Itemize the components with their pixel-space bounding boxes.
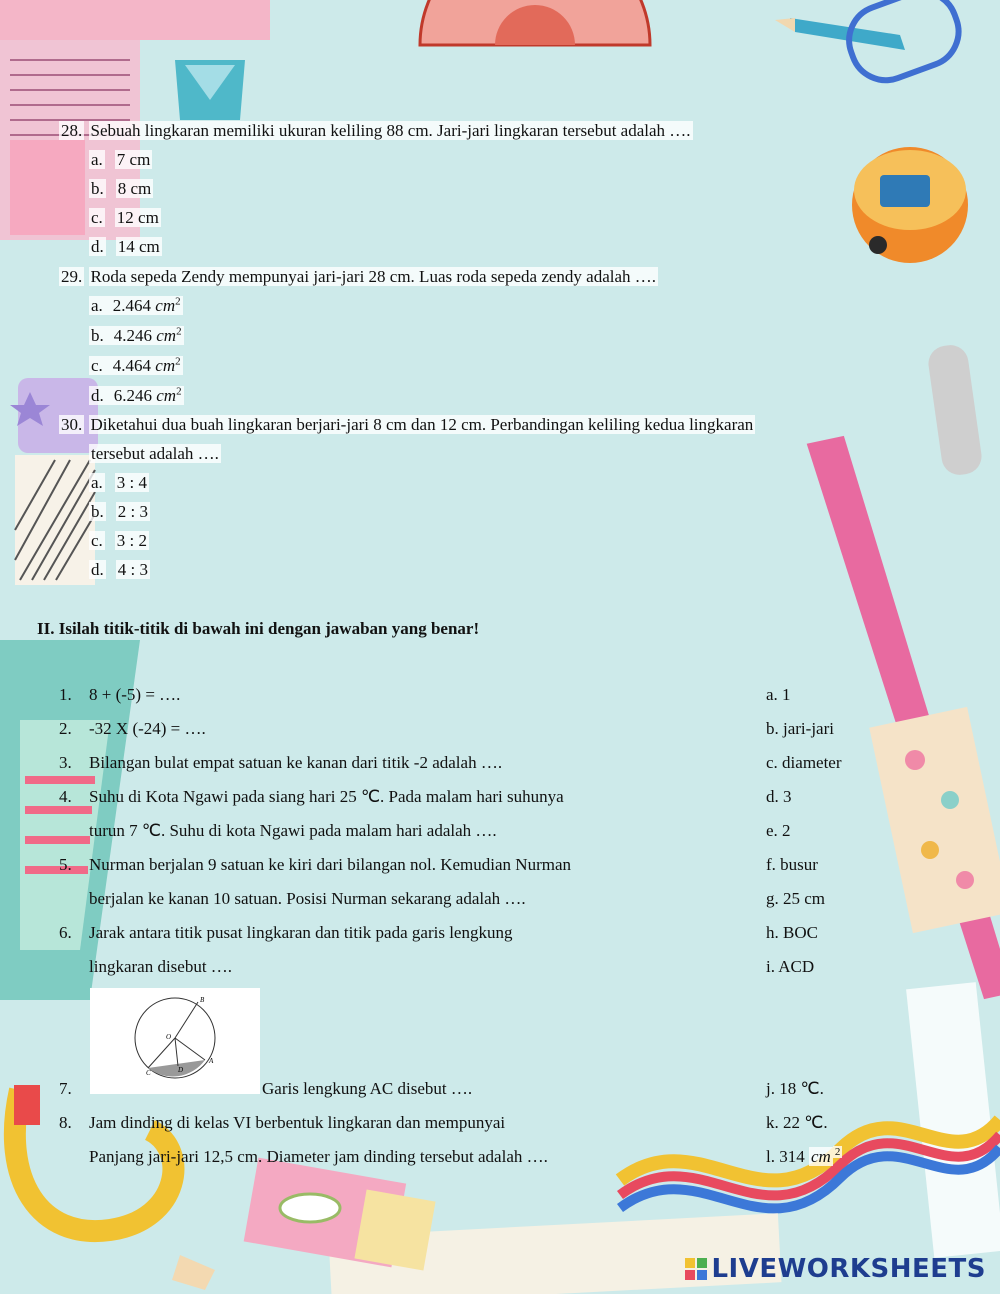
question-number: 1.: [59, 685, 72, 704]
s2-q7-number: 7.: [59, 1079, 72, 1098]
q30-option-d: [89, 559, 150, 581]
option-letter: d.: [91, 237, 104, 256]
logo-grid-icon: [685, 1258, 707, 1280]
option-letter: d.: [91, 560, 104, 579]
option-letter: c.: [91, 531, 103, 550]
unit: cm: [810, 1147, 831, 1166]
q30-option-b: [89, 501, 150, 523]
question-number: 3.: [59, 753, 72, 772]
option-value: 4.246: [113, 326, 152, 345]
s2-q8: [59, 1112, 506, 1134]
q30-text-line2: tersebut adalah ….: [91, 444, 219, 463]
question-number: 6.: [59, 923, 72, 942]
option-text: 8 cm: [117, 179, 152, 198]
answer-j: j. 18 ℃.: [766, 1079, 824, 1098]
option-letter: b.: [91, 326, 104, 345]
option-letter: a.: [91, 473, 103, 492]
option-letter: a.: [91, 296, 103, 315]
answer-l: [766, 1146, 842, 1168]
option-text: 3 : 4: [116, 473, 148, 492]
option-text: 3 : 2: [116, 531, 148, 550]
label-b: B: [200, 996, 205, 1004]
label-d: D: [178, 1066, 184, 1074]
logo-text: LIVEWORKSHEETS: [711, 1254, 986, 1284]
answer-l-value: l. 314: [766, 1147, 805, 1166]
option-letter: b.: [91, 179, 104, 198]
question-text: 8 + (-5) = ….: [89, 685, 181, 704]
unit-exponent: 2: [834, 1146, 841, 1159]
option-letter: c.: [91, 208, 103, 227]
question-number: 2.: [59, 719, 72, 738]
q30-option-c: [89, 530, 149, 552]
q28-option-b: [89, 178, 153, 200]
unit-exponent: 2: [175, 355, 181, 368]
liveworksheets-logo: [685, 1254, 986, 1284]
answer-d: d. 3: [766, 787, 792, 806]
option-text: 12 cm: [116, 208, 159, 227]
q28-option-c: [89, 207, 161, 229]
option-value: 2.464: [112, 296, 152, 315]
s2-q8-line2: Panjang jari-jari 12,5 cm. Diameter jam dinding tersebut adalah ….: [89, 1147, 548, 1166]
q29-text: Roda sepeda Zendy mempunyai jari-jari 28 cm. Luas roda sepeda zendy adalah ….: [90, 267, 657, 286]
q30-number: 30.: [61, 415, 83, 434]
q30-text-line2-wrap: [89, 443, 221, 465]
answer-a: a. 1: [766, 685, 791, 704]
label-a: A: [209, 1057, 214, 1065]
answer-g: g. 25 cm: [766, 889, 826, 908]
s2-q4: [59, 786, 564, 808]
circle-diagram: [90, 988, 260, 1094]
section-2-title: II. Isilah titik-titik di bawah ini dengan jawaban yang benar!: [37, 619, 480, 638]
answer-f: f. busur: [766, 855, 818, 874]
unit-exponent: 2: [176, 325, 182, 338]
s2-q2: [59, 718, 206, 740]
q28-option-d: [89, 236, 162, 258]
s2-q3: [59, 752, 503, 774]
answer-k: k. 22 ℃.: [766, 1113, 828, 1132]
q30: [59, 414, 755, 436]
question-text: -32 X (-24) = ….: [89, 719, 206, 738]
q29-option-d: [89, 385, 184, 407]
option-letter: a.: [91, 150, 103, 169]
q30-text-line1: Diketahui dua buah lingkaran berjari-jari 8 cm dan 12 cm. Perbandingan keliling kedua lingkaran: [90, 415, 754, 434]
question-text: Jam dinding di kelas VI berbentuk lingkaran dan mempunyai: [89, 1113, 506, 1132]
answer-e: e. 2: [766, 821, 791, 840]
question-text: Jarak antara titik pusat lingkaran dan titik pada garis lengkung: [89, 923, 513, 942]
s2-q6: [59, 922, 513, 944]
option-value: 4.464: [112, 356, 152, 375]
option-text: 4 : 3: [117, 560, 148, 579]
q28-option-a: [89, 149, 152, 171]
option-letter: c.: [91, 356, 103, 375]
question-number: 5.: [59, 855, 72, 874]
unit: cm: [155, 296, 176, 315]
question-number: 4.: [59, 787, 72, 806]
question-text: Bilangan bulat empat satuan ke kanan dari titik -2 adalah ….: [89, 753, 503, 772]
q29-number: 29.: [61, 267, 83, 286]
unit-exponent: 2: [176, 385, 182, 398]
q29-option-b: [89, 325, 184, 347]
label-c: C: [146, 1069, 151, 1077]
answer-i: i. ACD: [766, 957, 815, 976]
question-text: Nurman berjalan 9 satuan ke kiri dari bilangan nol. Kemudian Nurman: [89, 855, 571, 874]
q29: [59, 266, 658, 288]
circle-figure: [90, 988, 260, 1094]
answer-c: c. diameter: [766, 753, 842, 772]
q30-option-a: [89, 472, 149, 494]
option-letter: d.: [91, 386, 104, 405]
q28: [59, 120, 693, 142]
s2-q5: [59, 854, 571, 876]
option-text: 7 cm: [116, 150, 151, 169]
unit-exponent: 2: [175, 295, 181, 308]
option-text: 2 : 3: [117, 502, 148, 521]
option-value: 6.246: [113, 386, 152, 405]
s2-q5-line2: berjalan ke kanan 10 satuan. Posisi Nurman sekarang adalah ….: [89, 889, 526, 908]
unit: cm: [156, 386, 177, 405]
s2-q1: [59, 684, 181, 706]
q28-text: Sebuah lingkaran memiliki ukuran keliling 88 cm. Jari-jari lingkaran tersebut adalah ….: [90, 121, 691, 140]
option-letter: b.: [91, 502, 104, 521]
s2-q4-line2: turun 7 ℃. Suhu di kota Ngawi pada malam hari adalah ….: [89, 821, 497, 840]
unit: cm: [155, 356, 176, 375]
label-o: O: [166, 1033, 172, 1041]
question-number: 8.: [59, 1113, 72, 1132]
answer-h: h. BOC: [766, 923, 818, 942]
s2-q7-text: Garis lengkung AC disebut ….: [262, 1079, 473, 1098]
answer-b: b. jari-jari: [766, 719, 834, 738]
q28-number: 28.: [61, 121, 83, 140]
q29-option-a: [89, 295, 183, 317]
q29-option-c: [89, 355, 183, 377]
question-text: Suhu di Kota Ngawi pada siang hari 25 ℃. Pada malam hari suhunya: [89, 787, 564, 806]
unit: cm: [156, 326, 177, 345]
option-text: 14 cm: [117, 237, 160, 256]
s2-q6-line2: lingkaran disebut ….: [89, 957, 233, 976]
